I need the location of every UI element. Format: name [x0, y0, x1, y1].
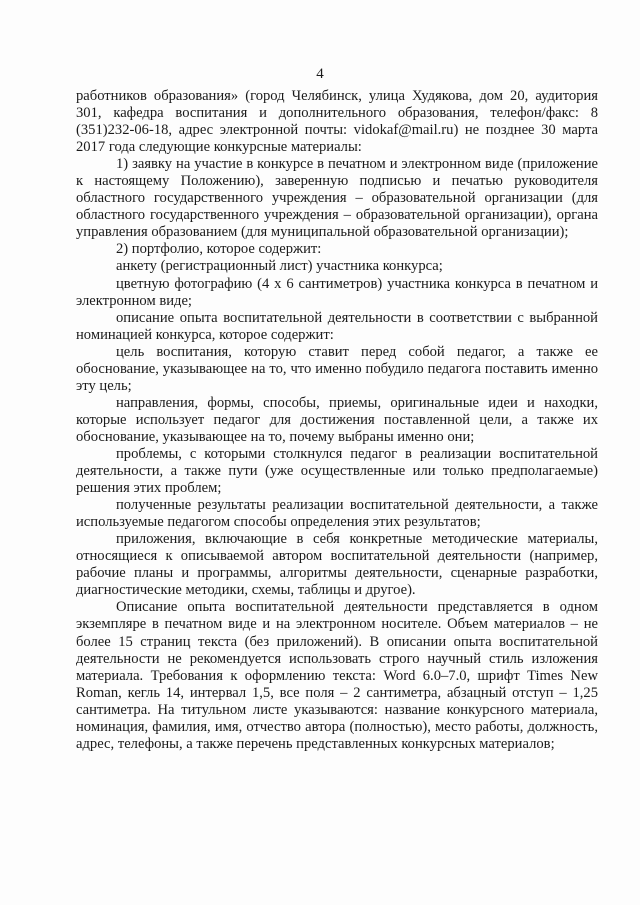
- page-number: 4: [316, 66, 324, 82]
- paragraph-goal: цель воспитания, которую ставит перед собой педагог, а также ее обоснование, указывающее на то, что именно побудило педагога поставить именно эту цель;: [76, 343, 598, 394]
- paragraph-appendices: приложения, включающие в себя конкретные методические материалы, относящиеся к описываемой автором воспитательной деятельности (например, рабочие планы и программы, алгоритмы деятельности, сценарные разработки, диагностические методики, схемы, таблицы и другое).: [76, 531, 598, 599]
- paragraph-directions: направления, формы, способы, приемы, оригинальные идеи и находки, которые использует педагог для достижения поставленной цели, а также их обоснование, указывающее на то, почему выбраны именно они;: [76, 394, 598, 445]
- paragraph-application: 1) заявку на участие в конкурсе в печатном и электронном виде (приложение к настоящему Положению), заверенную подписью и печатью руководителя областного государственного учреждения – образовательной организации (для областного государственного учреждения – образовательной организации), органа управления образованием (для муниципальной образовательной организации);: [76, 156, 598, 241]
- paragraph-questionnaire: анкету (регистрационный лист) участника конкурса;: [116, 258, 443, 275]
- paragraph-experience-description: описание опыта воспитательной деятельности в соответствии с выбранной номинацией конкурса, которое содержит:: [76, 309, 598, 343]
- paragraph-formatting-requirements: Описание опыта воспитательной деятельности представляется в одном экземпляре в печатном виде и на электронном носителе. Объем материалов – не более 15 страниц текста (без приложений). В описании опыта воспитательной деятельности не рекомендуется использовать строго научный стиль изложения материала. Требования к оформлению текста: Word 6.0–7.0, шрифт Times New Roman, кегль 14, интервал 1,5, все поля – 2 сантиметра, абзацный отступ – 1,25 сантиметра. На титульном листе указываются: название конкурсного материала, номинация, фамилия, имя, отчество автора (полностью), место работы, должность, адрес, телефоны, а также перечень представленных конкурсных материалов;: [76, 599, 598, 752]
- paragraph-submission-address: работников образования» (город Челябинск, улица Худякова, дом 20, аудитория 301, кафедра воспитания и дополнительного образования, телефон/факс: 8 (351)232-06-18, адрес электронной почты: vidokaf@mail.ru) не позднее 30 марта 2017 года следующие конкурсные материалы:: [76, 88, 598, 156]
- document-body: [76, 88, 598, 753]
- paragraph-photo: цветную фотографию (4 х 6 сантиметров) участника конкурса в печатном и электронном виде;: [76, 275, 598, 309]
- paragraph-portfolio: 2) портфолио, которое содержит:: [116, 241, 322, 258]
- paragraph-results: полученные результаты реализации воспитательной деятельности, а также используемые педагогом способы определения этих результатов;: [76, 497, 598, 531]
- paragraph-problems: проблемы, с которыми столкнулся педагог в реализации воспитательной деятельности, а также пути (уже осуществленные или только предполагаемые) решения этих проблем;: [76, 445, 598, 497]
